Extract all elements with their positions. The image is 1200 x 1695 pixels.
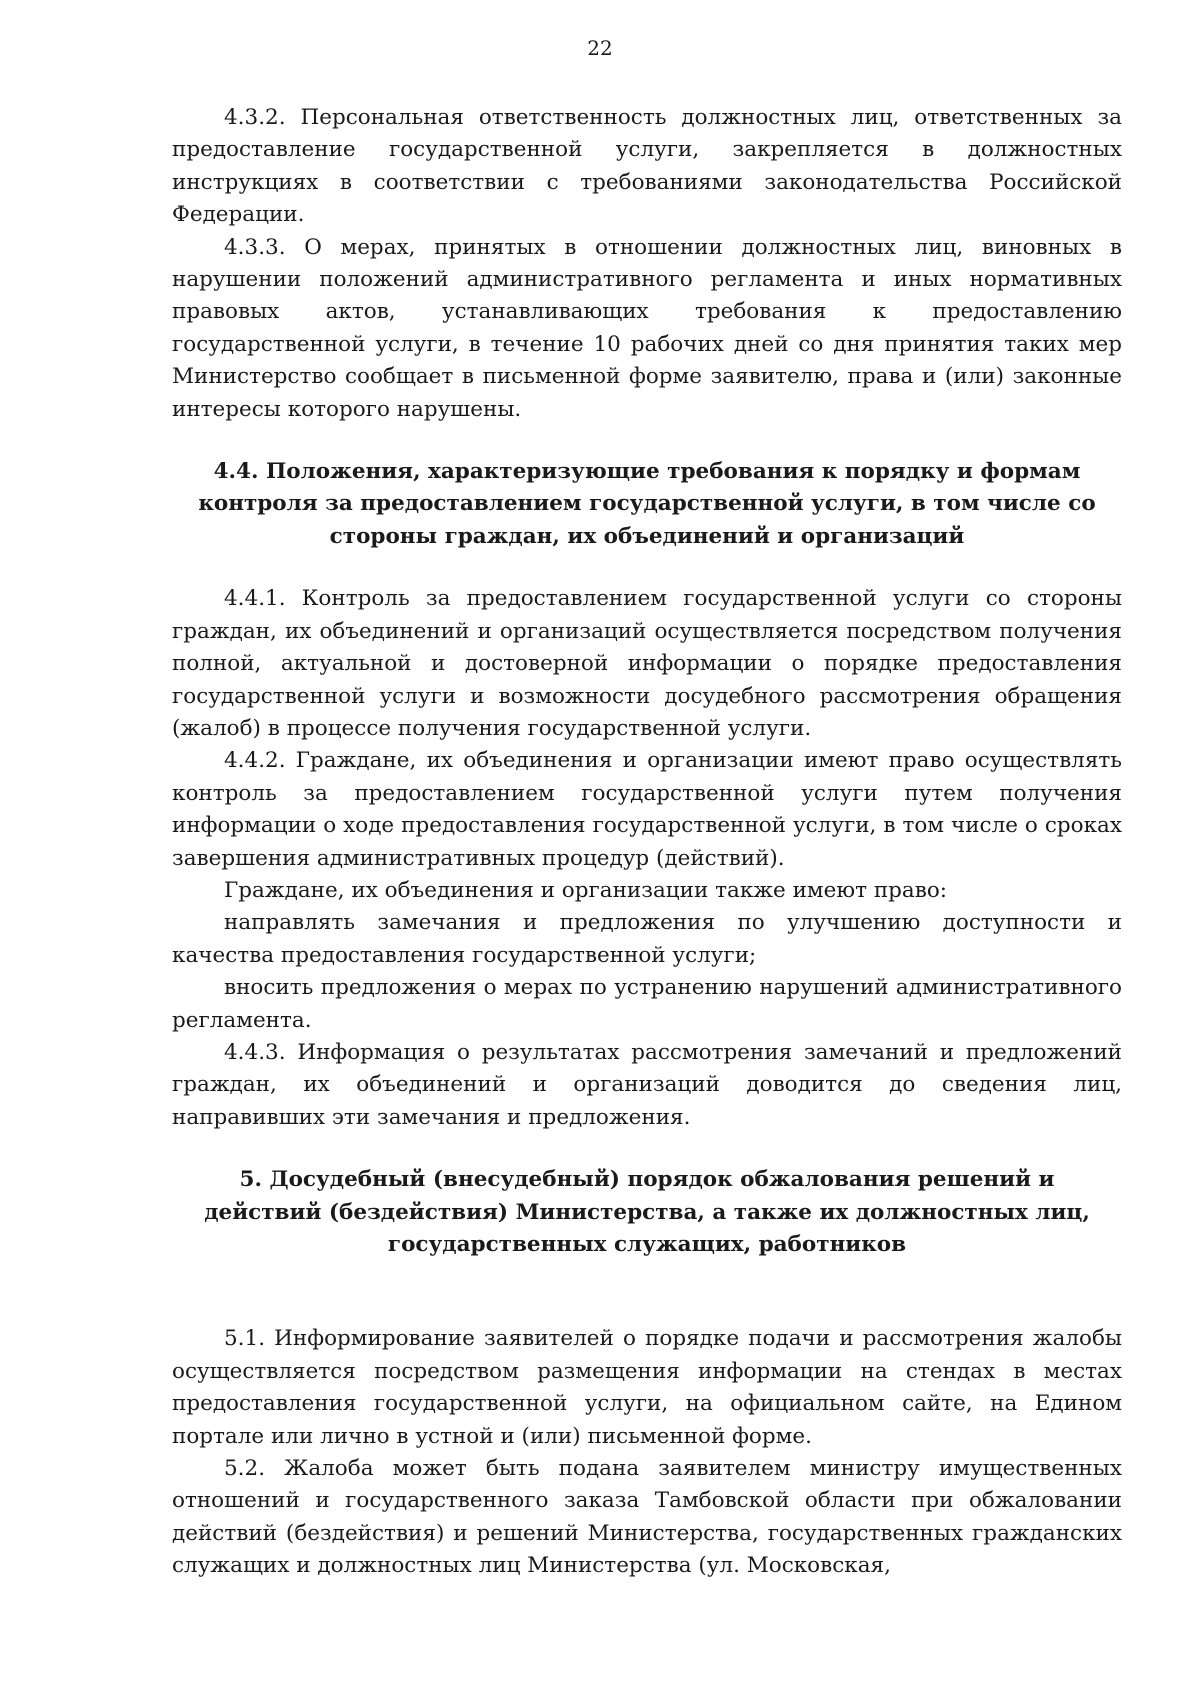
paragraph-4-3-2: 4.3.2. Персональная ответственность должностных лиц, ответственных за предоставление государственной услуги, закрепляется в должностных инструкциях в соответствии с требованиями законодательства Российской Федерации.: [172, 105, 1122, 228]
section-heading-4-4: 4.4. Положения, характеризующие требования к порядку и формам контроля за предоставлением государственной услуги, в том числе со стороны граждан, их объединений и организаций: [198, 459, 1096, 549]
paragraph-4-4-2: 4.4.2. Граждане, их объединения и организации имеют право осуществлять контроль за предоставлением государственной услуги путем получения информации о ходе предоставления государственной услуги, в том числе о сроках завершения административных процедур (действий).: [172, 748, 1122, 871]
document-body: [172, 102, 1122, 1583]
paragraph-4-4-3: 4.4.3. Информация о результатах рассмотрения замечаний и предложений граждан, их объединений и организаций доводится до сведения лиц, направивших эти замечания и предложения.: [172, 1039, 1122, 1130]
paragraph-4-4-2-item-2: вносить предложения о мерах по устранению нарушений административного регламента.: [172, 975, 1122, 1033]
page-number: 22: [587, 36, 613, 60]
section-heading-5: 5. Досудебный (внесудебный) порядок обжалования решений и действий (бездействия) Министерства, а также их должностных лиц, государственных служащих, работников: [204, 1167, 1090, 1257]
paragraph-5-1: 5.1. Информирование заявителей о порядке подачи и рассмотрения жалобы осуществляется посредством размещения информации на стендах в местах предоставления государственной услуги, на официальном сайте, на Едином портале или лично в устной и (или) письменной форме.: [172, 1326, 1122, 1449]
paragraph-4-4-2-also: Граждане, их объединения и организации также имеют право:: [224, 877, 948, 903]
paragraph-4-3-3: 4.3.3. О мерах, принятых в отношении должностных лиц, виновных в нарушении положений административного регламента и иных нормативных правовых актов, устанавливающих требования к предоставлению государственной услуги, в течение 10 рабочих дней со дня принятия таких мер Министерство сообщает в письменной форме заявителю, права и (или) законные интересы которого нарушены.: [172, 234, 1122, 422]
paragraph-4-4-1: 4.4.1. Контроль за предоставлением государственной услуги со стороны граждан, их объединений и организаций осуществляется посредством получения полной, актуальной и достоверной информации о порядке предоставления государственной услуги и возможности досудебного рассмотрения обращения (жалоб) в процессе получения государственной услуги.: [172, 586, 1122, 741]
paragraph-5-2: 5.2. Жалоба может быть подана заявителем министру имущественных отношений и государственного заказа Тамбовской области при обжаловании действий (бездействия) и решений Министерства, государственных гражданских служащих и должностных лиц Министерства (ул. Московская,: [172, 1456, 1122, 1579]
paragraph-4-4-2-item-1: направлять замечания и предложения по улучшению доступности и качества предоставления государственной услуги;: [172, 910, 1122, 968]
